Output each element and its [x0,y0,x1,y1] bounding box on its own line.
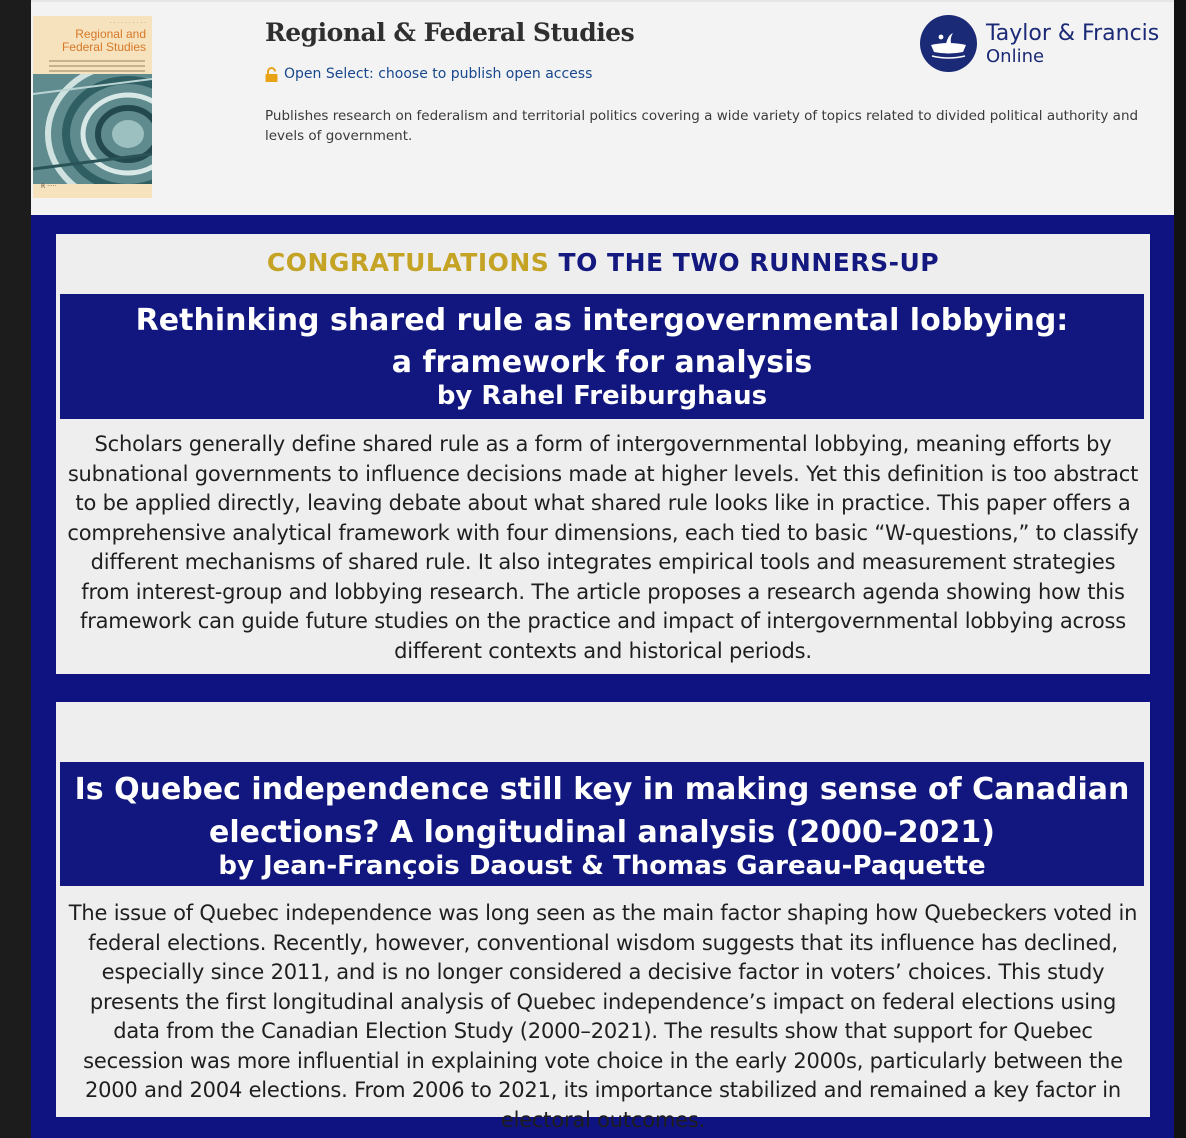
publisher-name: Taylor & Francis [986,20,1160,46]
open-access-link[interactable] [265,66,592,82]
cover-publisher-mark: R ····· [41,183,57,190]
paper-1-title-line2[interactable]: a framework for analysis [391,345,813,380]
paper-2-title-band [60,762,1144,886]
cover-spiral-artwork [33,74,152,184]
paper-1-authors: by Rahel Freiburghaus [436,381,768,411]
paper-card-1 [56,234,1150,674]
paper-2-authors: by Jean-François Daoust & Thomas Gareau-Paquette [218,851,986,881]
paper-2-abstract: The issue of Quebec independence was long seen as the main factor shaping how Quebeckers voted in federal elections. Recently, however, conventional wisdom suggests that its influence has declined, especially since 2011, and is no longer considered a decisive factor in voters’ choices. This study presents the first longitudinal analysis of Quebec independence’s impact on federal elections using data from the Canadian Election Study (2000–2021). The results show that support for Quebec secession was more influential in explaining vote choice in the early 2000s, particularly between the 2000 and 2004 elections. From 2006 to 2021, its importance stabilized and remained a key factor in electoral outcomes. [68,901,1138,1132]
journal-cover-image[interactable] [33,16,152,198]
congratulations-word: CONGRATULATIONS [266,248,550,277]
paper-2-title-line1[interactable]: Is Quebec independence still key in making sense of Canadian [74,772,1130,807]
flyer [31,0,1174,1138]
cover-volume-line: · · · · · · · · · · [109,20,146,27]
paper-1-abstract: Scholars generally define shared rule as a form of intergovernmental lobbying, meaning efforts by subnational governments to influence decisions made at higher levels. Yet this definition is too abstract to be applied directly, leaving debate about what shared rule looks like in practice. This paper offers a comprehensive analytical framework with four dimensions, each tied to basic “W-questions,” to classify different mechanisms of shared rule. It also integrates empirical tools and measurement strategies from interest-group and lobbying research. The article proposes a research agenda showing how this framework can guide future studies on the practice and impact of intergovernmental lobbying across different contexts and historical periods. [67,432,1139,663]
open-access-label: Open Select: choose to publish open access [284,66,593,82]
congratulations-heading [56,248,1150,277]
cover-title: Regional and Federal Studies [61,27,146,54]
taylor-francis-logo-icon [920,15,977,72]
paper-card-2 [56,702,1150,1132]
cover-subtitle-lines [49,60,145,75]
journal-title[interactable]: Regional & Federal Studies [265,18,635,47]
right-edge-bar [1174,0,1186,1138]
lock-icon [265,67,278,82]
taylor-francis-online-logo[interactable] [920,15,1159,72]
paper-1-title-band [60,294,1144,419]
runners-up-text: TO THE TWO RUNNERS-UP [558,248,940,277]
journal-description: Publishes research on federalism and territorial politics covering a wide variety of topics related to divided political authority and levels of government. [265,108,1139,144]
taylor-francis-text [986,21,1159,67]
paper-2-title-line2[interactable]: elections? A longitudinal analysis (2000–2021) [208,815,996,850]
journal-header [31,0,1174,215]
paper-1-title-line1[interactable]: Rethinking shared rule as intergovernmental lobbying: [135,303,1069,338]
publisher-online: Online [986,45,1045,67]
